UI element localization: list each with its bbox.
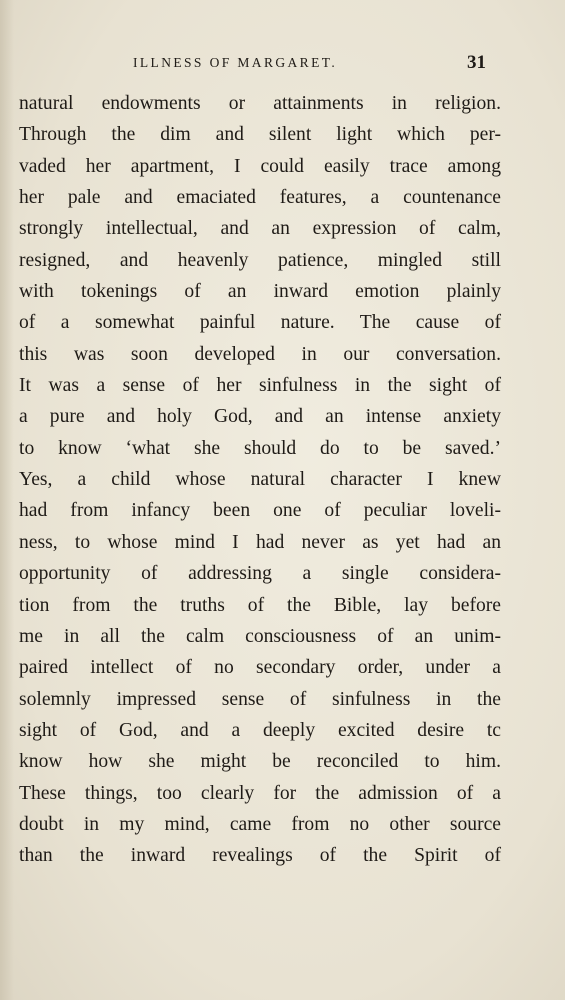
running-head-title: ILLNESS OF MARGARET. <box>133 55 338 70</box>
text-line: of a somewhat painful nature. The cause of <box>19 312 501 334</box>
text-line: know how she might be reconciled to him. <box>19 751 501 773</box>
text-line: than the inward revealings of the Spirit of <box>19 845 501 867</box>
text-line: vaded her apartment, I could easily trace among <box>19 155 501 177</box>
text-line: Yes, a child whose natural character I knew <box>19 469 501 491</box>
body-text <box>19 88 501 872</box>
text-line: this was soon developed in our conversation. <box>19 343 501 365</box>
text-line: natural endowments or attainments in religion. <box>19 93 501 114</box>
text-line: had from infancy been one of peculiar loveli- <box>19 500 501 522</box>
text-line: Through the dim and silent light which per- <box>19 124 501 146</box>
text-line: doubt in my mind, came from no other source <box>19 813 501 835</box>
page-number: 31 <box>467 52 486 73</box>
text-line: to know ‘what she should do to be saved.’ <box>19 437 501 459</box>
text-line: solemnly impressed sense of sinfulness in the <box>19 688 501 710</box>
text-line: a pure and holy God, and an intense anxiety <box>19 406 501 428</box>
text-line: resigned, and heavenly patience, mingled still <box>19 249 501 271</box>
text-line: sight of God, and a deeply excited desire tc <box>19 719 501 741</box>
text-line: opportunity of addressing a single considera- <box>19 563 501 585</box>
text-line: me in all the calm consciousness of an unim- <box>19 625 501 647</box>
text-line: paired intellect of no secondary order, under a <box>19 657 501 679</box>
text-line: strongly intellectual, and an expression of calm, <box>19 218 501 240</box>
text-line: her pale and emaciated features, a countenance <box>19 187 501 209</box>
text-line: ness, to whose mind I had never as yet had an <box>19 531 501 553</box>
text-line: with tokenings of an inward emotion plainly <box>19 281 501 303</box>
running-head <box>0 53 565 77</box>
text-line: It was a sense of her sinfulness in the sight of <box>19 375 501 397</box>
text-line: tion from the truths of the Bible, lay before <box>19 594 501 616</box>
text-line: These things, too clearly for the admission of a <box>19 782 501 804</box>
gutter-shadow <box>0 0 14 1000</box>
